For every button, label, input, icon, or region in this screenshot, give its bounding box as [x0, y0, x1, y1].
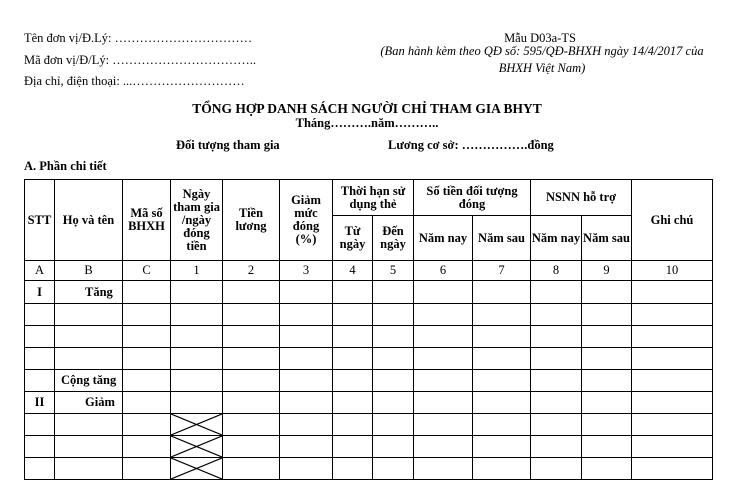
- col-name-header: Họ và tên: [55, 180, 123, 261]
- participant-subject: Đối tượng tham gia: [176, 138, 280, 152]
- increase-number: I: [25, 281, 55, 304]
- blank-row: [25, 348, 713, 370]
- blank-row: [25, 304, 713, 326]
- unit-code-line: Mã đơn vị/Đ/Lý: ……………………………..: [24, 53, 256, 67]
- blank-row: [25, 326, 713, 348]
- form-code: Mẫu D03a-TS: [504, 31, 576, 45]
- increase-row: [25, 281, 713, 304]
- col-nsnn-header: NSNN hỗ trợ: [531, 180, 632, 216]
- section-a-heading: A. Phần chi tiết: [24, 159, 107, 173]
- col-next-year-header: Năm sau: [473, 216, 531, 261]
- crossed-out-cell: [171, 414, 223, 436]
- col-date-header: Ngày tham gia /ngày đóng tiền: [171, 180, 223, 261]
- col-reduce-header: Giảm mức đóng (%): [280, 180, 333, 261]
- col-stt-header: STT: [25, 180, 55, 261]
- header-row-1: [25, 180, 713, 216]
- blank-row: [25, 414, 713, 436]
- col-code-header: Mã số BHXH: [123, 180, 171, 261]
- cross-mark-icon: [171, 414, 222, 435]
- col-nsnn-this-year-header: Năm nay: [531, 216, 582, 261]
- crossed-out-cell: [171, 458, 223, 480]
- increase-label: Tăng: [55, 281, 123, 304]
- decrease-row: [25, 392, 713, 414]
- decrease-label: Giảm: [55, 392, 123, 414]
- participant-table: [24, 179, 713, 480]
- blank-row: [25, 458, 713, 480]
- period-line: Tháng……….năm………..: [295, 116, 439, 130]
- cross-mark-icon: [171, 458, 222, 479]
- col-to-header: Đến ngày: [373, 216, 414, 261]
- page-title: TỔNG HỢP DANH SÁCH NGƯỜI CHỈ THAM GIA BHYT: [192, 101, 542, 116]
- col-amount-header: Số tiền đối tượng đóng: [414, 180, 531, 216]
- col-note-header: Ghi chú: [632, 180, 713, 261]
- blank-row: [25, 436, 713, 458]
- total-increase-row: [25, 370, 713, 392]
- total-increase-label: Cộng tăng: [55, 370, 123, 392]
- col-from-header: Từ ngày: [333, 216, 373, 261]
- col-salary-header: Tiền lương: [223, 180, 280, 261]
- base-salary-line: Lương cơ sở: …………….đồng: [388, 138, 554, 152]
- col-nsnn-next-year-header: Năm sau: [582, 216, 632, 261]
- issued-by-line-2: BHXH Việt Nam): [498, 61, 586, 75]
- decrease-number: II: [25, 392, 55, 414]
- issued-by-line-1: (Ban hành kèm theo QĐ số: 595/QĐ-BHXH ngày 14/4/2017 của: [380, 44, 704, 58]
- col-term-header: Thời hạn sử dụng thẻ: [333, 180, 414, 216]
- address-line: Địa chỉ, điện thoại: ...………………………: [24, 74, 245, 88]
- cross-mark-icon: [171, 436, 222, 457]
- col-this-year-header: Năm nay: [414, 216, 473, 261]
- index-row: A B C 1 2 3 4 5 6 7 8 9 10: [25, 261, 713, 281]
- crossed-out-cell: [171, 436, 223, 458]
- unit-name-line: Tên đơn vị/Đ.Lý: ……………………………: [24, 31, 253, 45]
